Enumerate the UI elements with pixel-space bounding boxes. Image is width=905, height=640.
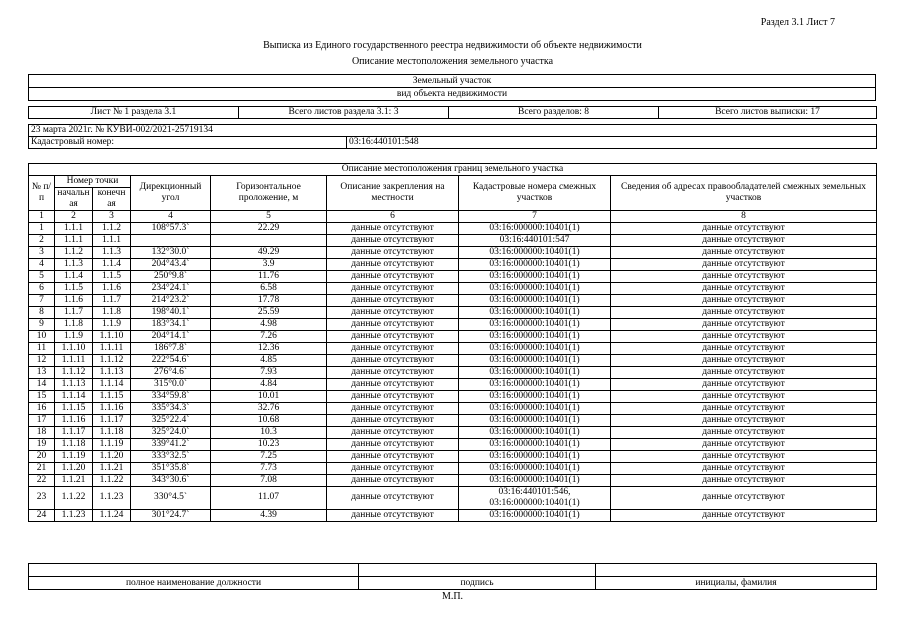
direction-angle: 198°40.1` xyxy=(131,307,211,319)
table-row xyxy=(29,403,877,415)
column-number: 1 xyxy=(29,211,55,223)
horizontal-length: 4.85 xyxy=(211,355,327,367)
table-row xyxy=(29,379,877,391)
fixing-description: данные отсутствуют xyxy=(327,271,459,283)
point-start: 1.1.9 xyxy=(55,331,93,343)
row-num: 10 xyxy=(29,331,55,343)
document-title: Выписка из Единого государственного реестра недвижимости об объекте недвижимости xyxy=(263,40,642,51)
adjacent-cadastral: 03:16:000000:10401(1) xyxy=(459,415,611,427)
section-label: Раздел 3.1 Лист 7 xyxy=(760,17,835,28)
point-start: 1.1.11 xyxy=(55,355,93,367)
adjacent-cadastral: 03:16:000000:10401(1) xyxy=(459,295,611,307)
point-end: 1.1.1 xyxy=(93,235,131,247)
sign-caption: подпись xyxy=(359,577,596,590)
row-num: 19 xyxy=(29,439,55,451)
owner-addresses: данные отсутствуют xyxy=(611,475,877,487)
table-row xyxy=(29,509,877,521)
table-row xyxy=(29,307,877,319)
total-sections: Всего разделов: 8 xyxy=(449,107,659,119)
direction-angle: 330°4.5` xyxy=(131,487,211,510)
direction-angle xyxy=(131,235,211,247)
direction-angle: 343°30.6` xyxy=(131,475,211,487)
fixing-description: данные отсутствуют xyxy=(327,355,459,367)
col-point-start-header: начальн ая xyxy=(55,188,93,211)
row-num: 12 xyxy=(29,355,55,367)
point-end: 1.1.14 xyxy=(93,379,131,391)
adjacent-cadastral: 03:16:000000:10401(1) xyxy=(459,391,611,403)
sheet-number: Лист № 1 раздела 3.1 xyxy=(29,107,239,119)
table-row xyxy=(29,367,877,379)
owner-addresses: данные отсутствуют xyxy=(611,295,877,307)
point-end: 1.1.15 xyxy=(93,391,131,403)
point-end: 1.1.18 xyxy=(93,427,131,439)
direction-angle: 315°0.0` xyxy=(131,379,211,391)
adjacent-cadastral: 03:16:000000:10401(1) xyxy=(459,475,611,487)
table-row xyxy=(29,439,877,451)
point-end: 1.1.5 xyxy=(93,271,131,283)
row-num: 15 xyxy=(29,391,55,403)
horizontal-length: 10.68 xyxy=(211,415,327,427)
direction-angle: 333°32.5` xyxy=(131,451,211,463)
fixing-description: данные отсутствуют xyxy=(327,319,459,331)
point-end: 1.1.11 xyxy=(93,343,131,355)
table-row xyxy=(29,391,877,403)
row-num: 14 xyxy=(29,379,55,391)
adjacent-cadastral: 03:16:000000:10401(1) xyxy=(459,271,611,283)
col-owners-header: Сведения об адресах правообладателей смежных земельных участков xyxy=(611,176,877,211)
point-end: 1.1.12 xyxy=(93,355,131,367)
direction-angle: 325°24.0` xyxy=(131,427,211,439)
cadastral-number: 03:16:440101:548 xyxy=(347,137,877,149)
horizontal-length: 3.9 xyxy=(211,259,327,271)
horizontal-length: 10.01 xyxy=(211,391,327,403)
owner-addresses: данные отсутствуют xyxy=(611,379,877,391)
fixing-description: данные отсутствуют xyxy=(327,331,459,343)
point-end: 1.1.17 xyxy=(93,415,131,427)
owner-addresses: данные отсутствуют xyxy=(611,355,877,367)
fixing-description: данные отсутствуют xyxy=(327,259,459,271)
point-start: 1.1.16 xyxy=(55,415,93,427)
adjacent-cadastral: 03:16:000000:10401(1) xyxy=(459,247,611,259)
owner-addresses: данные отсутствуют xyxy=(611,487,877,510)
position-caption: полное наименование должности xyxy=(29,577,359,590)
owner-addresses: данные отсутствуют xyxy=(611,367,877,379)
adjacent-cadastral: 03:16:000000:10401(1) xyxy=(459,343,611,355)
point-start: 1.1.5 xyxy=(55,283,93,295)
direction-angle: 214°23.2` xyxy=(131,295,211,307)
adjacent-cadastral: 03:16:000000:10401(1) xyxy=(459,463,611,475)
fixing-description: данные отсутствуют xyxy=(327,451,459,463)
date-and-number: 23 марта 2021г. № КУВИ-002/2021-25719134 xyxy=(29,125,877,137)
fixing-description: данные отсутствуют xyxy=(327,343,459,355)
point-start: 1.1.15 xyxy=(55,403,93,415)
point-start: 1.1.13 xyxy=(55,379,93,391)
table-row xyxy=(29,283,877,295)
direction-angle: 339°41.2` xyxy=(131,439,211,451)
point-start: 1.1.10 xyxy=(55,343,93,355)
point-end: 1.1.3 xyxy=(93,247,131,259)
point-end: 1.1.6 xyxy=(93,283,131,295)
table-row xyxy=(29,415,877,427)
horizontal-length: 49.29 xyxy=(211,247,327,259)
direction-angle: 234°24.1` xyxy=(131,283,211,295)
fixing-description: данные отсутствуют xyxy=(327,509,459,521)
fixing-description: данные отсутствуют xyxy=(327,247,459,259)
fixing-description: данные отсутствуют xyxy=(327,367,459,379)
direction-angle: 250°9.8` xyxy=(131,271,211,283)
horizontal-length: 11.76 xyxy=(211,271,327,283)
point-end: 1.1.19 xyxy=(93,439,131,451)
point-start: 1.1.22 xyxy=(55,487,93,510)
adjacent-cadastral: 03:16:000000:10401(1) xyxy=(459,439,611,451)
fixing-description: данные отсутствуют xyxy=(327,223,459,235)
horizontal-length: 7.25 xyxy=(211,451,327,463)
row-num: 5 xyxy=(29,271,55,283)
fixing-description: данные отсутствуют xyxy=(327,283,459,295)
col-num-header: № п/п xyxy=(29,176,55,211)
column-numbers-row xyxy=(29,211,877,223)
table-row xyxy=(29,223,877,235)
owner-addresses: данные отсутствуют xyxy=(611,307,877,319)
horizontal-length: 10.3 xyxy=(211,427,327,439)
point-start: 1.1.12 xyxy=(55,367,93,379)
boundary-table xyxy=(28,163,877,522)
column-number: 2 xyxy=(55,211,93,223)
col-point-header: Номер точки xyxy=(55,176,131,188)
owner-addresses: данные отсутствуют xyxy=(611,509,877,521)
cadastral-label: Кадастровый номер: xyxy=(29,137,347,149)
point-end: 1.1.4 xyxy=(93,259,131,271)
adjacent-cadastral: 03:16:000000:10401(1) xyxy=(459,509,611,521)
direction-angle: 325°22.4` xyxy=(131,415,211,427)
table-row xyxy=(29,319,877,331)
point-end: 1.1.21 xyxy=(93,463,131,475)
direction-angle: 108°57.3` xyxy=(131,223,211,235)
col-length-header: Горизонтальное проложение, м xyxy=(211,176,327,211)
object-type-caption: вид объекта недвижимости xyxy=(29,88,876,101)
point-start: 1.1.17 xyxy=(55,427,93,439)
sign-blank xyxy=(359,564,596,577)
table-row xyxy=(29,235,877,247)
fixing-description: данные отсутствуют xyxy=(327,427,459,439)
adjacent-cadastral: 03:16:000000:10401(1) xyxy=(459,379,611,391)
table-row xyxy=(29,427,877,439)
direction-angle: 132°30.0` xyxy=(131,247,211,259)
direction-angle: 204°14.1` xyxy=(131,331,211,343)
point-start: 1.1.14 xyxy=(55,391,93,403)
point-start: 1.1.7 xyxy=(55,307,93,319)
horizontal-length: 6.58 xyxy=(211,283,327,295)
name-blank xyxy=(596,564,877,577)
horizontal-length: 10.23 xyxy=(211,439,327,451)
point-start: 1.1.21 xyxy=(55,475,93,487)
point-start: 1.1.20 xyxy=(55,463,93,475)
row-num: 24 xyxy=(29,509,55,521)
horizontal-length: 4.84 xyxy=(211,379,327,391)
col-adjacent-header: Кадастровые номера смежных участков xyxy=(459,176,611,211)
row-num: 13 xyxy=(29,367,55,379)
horizontal-length: 32.76 xyxy=(211,403,327,415)
row-num: 8 xyxy=(29,307,55,319)
point-end: 1.1.22 xyxy=(93,475,131,487)
direction-angle: 183°34.1` xyxy=(131,319,211,331)
horizontal-length: 11.07 xyxy=(211,487,327,510)
direction-angle: 204°43.4` xyxy=(131,259,211,271)
owner-addresses: данные отсутствуют xyxy=(611,223,877,235)
stamp-place: М.П. xyxy=(441,591,464,602)
table-row xyxy=(29,475,877,487)
row-num: 21 xyxy=(29,463,55,475)
row-num: 16 xyxy=(29,403,55,415)
direction-angle: 334°59.8` xyxy=(131,391,211,403)
position-blank xyxy=(29,564,359,577)
point-start: 1.1.8 xyxy=(55,319,93,331)
adjacent-cadastral: 03:16:000000:10401(1) xyxy=(459,367,611,379)
name-caption: инициалы, фамилия xyxy=(596,577,877,590)
horizontal-length: 7.93 xyxy=(211,367,327,379)
column-number: 7 xyxy=(459,211,611,223)
point-end: 1.1.13 xyxy=(93,367,131,379)
row-num: 6 xyxy=(29,283,55,295)
owner-addresses: данные отсутствуют xyxy=(611,439,877,451)
adjacent-cadastral: 03:16:000000:10401(1) xyxy=(459,259,611,271)
fixing-description: данные отсутствуют xyxy=(327,439,459,451)
row-num: 7 xyxy=(29,295,55,307)
adjacent-cadastral: 03:16:000000:10401(1) xyxy=(459,319,611,331)
owner-addresses: данные отсутствуют xyxy=(611,343,877,355)
point-start: 1.1.23 xyxy=(55,509,93,521)
table-row xyxy=(29,487,877,510)
horizontal-length: 17.78 xyxy=(211,295,327,307)
point-start: 1.1.6 xyxy=(55,295,93,307)
col-angle-header: Дирекционный угол xyxy=(131,176,211,211)
object-type-table xyxy=(28,74,876,101)
row-num: 17 xyxy=(29,415,55,427)
direction-angle: 186°7.8` xyxy=(131,343,211,355)
direction-angle: 301°24.7` xyxy=(131,509,211,521)
adjacent-cadastral: 03:16:000000:10401(1) xyxy=(459,283,611,295)
point-end: 1.1.23 xyxy=(93,487,131,510)
owner-addresses: данные отсутствуют xyxy=(611,319,877,331)
col-fixing-header: Описание закрепления на местности xyxy=(327,176,459,211)
owner-addresses: данные отсутствуют xyxy=(611,331,877,343)
row-num: 4 xyxy=(29,259,55,271)
owner-addresses: данные отсутствуют xyxy=(611,463,877,475)
row-num: 20 xyxy=(29,451,55,463)
horizontal-length xyxy=(211,235,327,247)
fixing-description: данные отсутствуют xyxy=(327,475,459,487)
table-row xyxy=(29,451,877,463)
point-end: 1.1.16 xyxy=(93,403,131,415)
point-start: 1.1.3 xyxy=(55,259,93,271)
fixing-description: данные отсутствуют xyxy=(327,307,459,319)
table-row xyxy=(29,355,877,367)
row-num: 11 xyxy=(29,343,55,355)
adjacent-cadastral: 03:16:000000:10401(1) xyxy=(459,427,611,439)
fixing-description: данные отсутствуют xyxy=(327,415,459,427)
point-start: 1.1.19 xyxy=(55,451,93,463)
fixing-description: данные отсутствуют xyxy=(327,487,459,510)
row-num: 2 xyxy=(29,235,55,247)
table-row xyxy=(29,247,877,259)
owner-addresses: данные отсутствуют xyxy=(611,271,877,283)
point-end: 1.1.7 xyxy=(93,295,131,307)
adjacent-cadastral: 03:16:000000:10401(1) xyxy=(459,223,611,235)
fixing-description: данные отсутствуют xyxy=(327,463,459,475)
signature-table xyxy=(28,563,877,590)
adjacent-cadastral: 03:16:440101:546, 03:16:000000:10401(1) xyxy=(459,487,611,510)
object-type: Земельный участок xyxy=(29,75,876,88)
direction-angle: 351°35.8` xyxy=(131,463,211,475)
column-number: 6 xyxy=(327,211,459,223)
row-num: 23 xyxy=(29,487,55,510)
row-num: 18 xyxy=(29,427,55,439)
horizontal-length: 4.98 xyxy=(211,319,327,331)
table-row xyxy=(29,271,877,283)
table-row xyxy=(29,295,877,307)
owner-addresses: данные отсутствуют xyxy=(611,415,877,427)
fixing-description: данные отсутствуют xyxy=(327,379,459,391)
table-row xyxy=(29,343,877,355)
horizontal-length: 7.26 xyxy=(211,331,327,343)
owner-addresses: данные отсутствуют xyxy=(611,403,877,415)
total-sheets-extract: Всего листов выписки: 17 xyxy=(659,107,877,119)
adjacent-cadastral: 03:16:000000:10401(1) xyxy=(459,307,611,319)
point-end: 1.1.9 xyxy=(93,319,131,331)
fixing-description: данные отсутствуют xyxy=(327,403,459,415)
fixing-description: данные отсутствуют xyxy=(327,295,459,307)
adjacent-cadastral: 03:16:000000:10401(1) xyxy=(459,331,611,343)
row-num: 9 xyxy=(29,319,55,331)
fixing-description: данные отсутствуют xyxy=(327,391,459,403)
point-end: 1.1.24 xyxy=(93,509,131,521)
horizontal-length: 7.08 xyxy=(211,475,327,487)
point-end: 1.1.20 xyxy=(93,451,131,463)
point-start: 1.1.18 xyxy=(55,439,93,451)
table-row xyxy=(29,463,877,475)
owner-addresses: данные отсутствуют xyxy=(611,451,877,463)
sheets-info-table xyxy=(28,106,877,119)
point-end: 1.1.10 xyxy=(93,331,131,343)
table-row xyxy=(29,259,877,271)
direction-angle: 222°54.6` xyxy=(131,355,211,367)
row-num: 22 xyxy=(29,475,55,487)
owner-addresses: данные отсутствуют xyxy=(611,247,877,259)
adjacent-cadastral: 03:16:000000:10401(1) xyxy=(459,355,611,367)
adjacent-cadastral: 03:16:440101:547 xyxy=(459,235,611,247)
horizontal-length: 7.73 xyxy=(211,463,327,475)
adjacent-cadastral: 03:16:000000:10401(1) xyxy=(459,451,611,463)
adjacent-cadastral: 03:16:000000:10401(1) xyxy=(459,403,611,415)
direction-angle: 276°4.6` xyxy=(131,367,211,379)
table-title: Описание местоположения границ земельного участка xyxy=(29,164,877,176)
total-sheets-section: Всего листов раздела 3.1: 3 xyxy=(239,107,449,119)
document-subtitle: Описание местоположения земельного участка xyxy=(351,56,554,67)
direction-angle: 335°34.3` xyxy=(131,403,211,415)
owner-addresses: данные отсутствуют xyxy=(611,391,877,403)
owner-addresses: данные отсутствуют xyxy=(611,283,877,295)
owner-addresses: данные отсутствуют xyxy=(611,235,877,247)
col-point-end-header: конечн ая xyxy=(93,188,131,211)
point-end: 1.1.2 xyxy=(93,223,131,235)
column-number: 8 xyxy=(611,211,877,223)
point-end: 1.1.8 xyxy=(93,307,131,319)
horizontal-length: 25.59 xyxy=(211,307,327,319)
owner-addresses: данные отсутствуют xyxy=(611,259,877,271)
table-row xyxy=(29,331,877,343)
column-number: 4 xyxy=(131,211,211,223)
horizontal-length: 22.29 xyxy=(211,223,327,235)
row-num: 1 xyxy=(29,223,55,235)
point-start: 1.1.2 xyxy=(55,247,93,259)
point-start: 1.1.1 xyxy=(55,235,93,247)
point-start: 1.1.1 xyxy=(55,223,93,235)
horizontal-length: 4.39 xyxy=(211,509,327,521)
owner-addresses: данные отсутствуют xyxy=(611,427,877,439)
fixing-description: данные отсутствуют xyxy=(327,235,459,247)
row-num: 3 xyxy=(29,247,55,259)
horizontal-length: 12.36 xyxy=(211,343,327,355)
point-start: 1.1.4 xyxy=(55,271,93,283)
column-number: 5 xyxy=(211,211,327,223)
extract-info-table xyxy=(28,124,877,149)
column-number: 3 xyxy=(93,211,131,223)
